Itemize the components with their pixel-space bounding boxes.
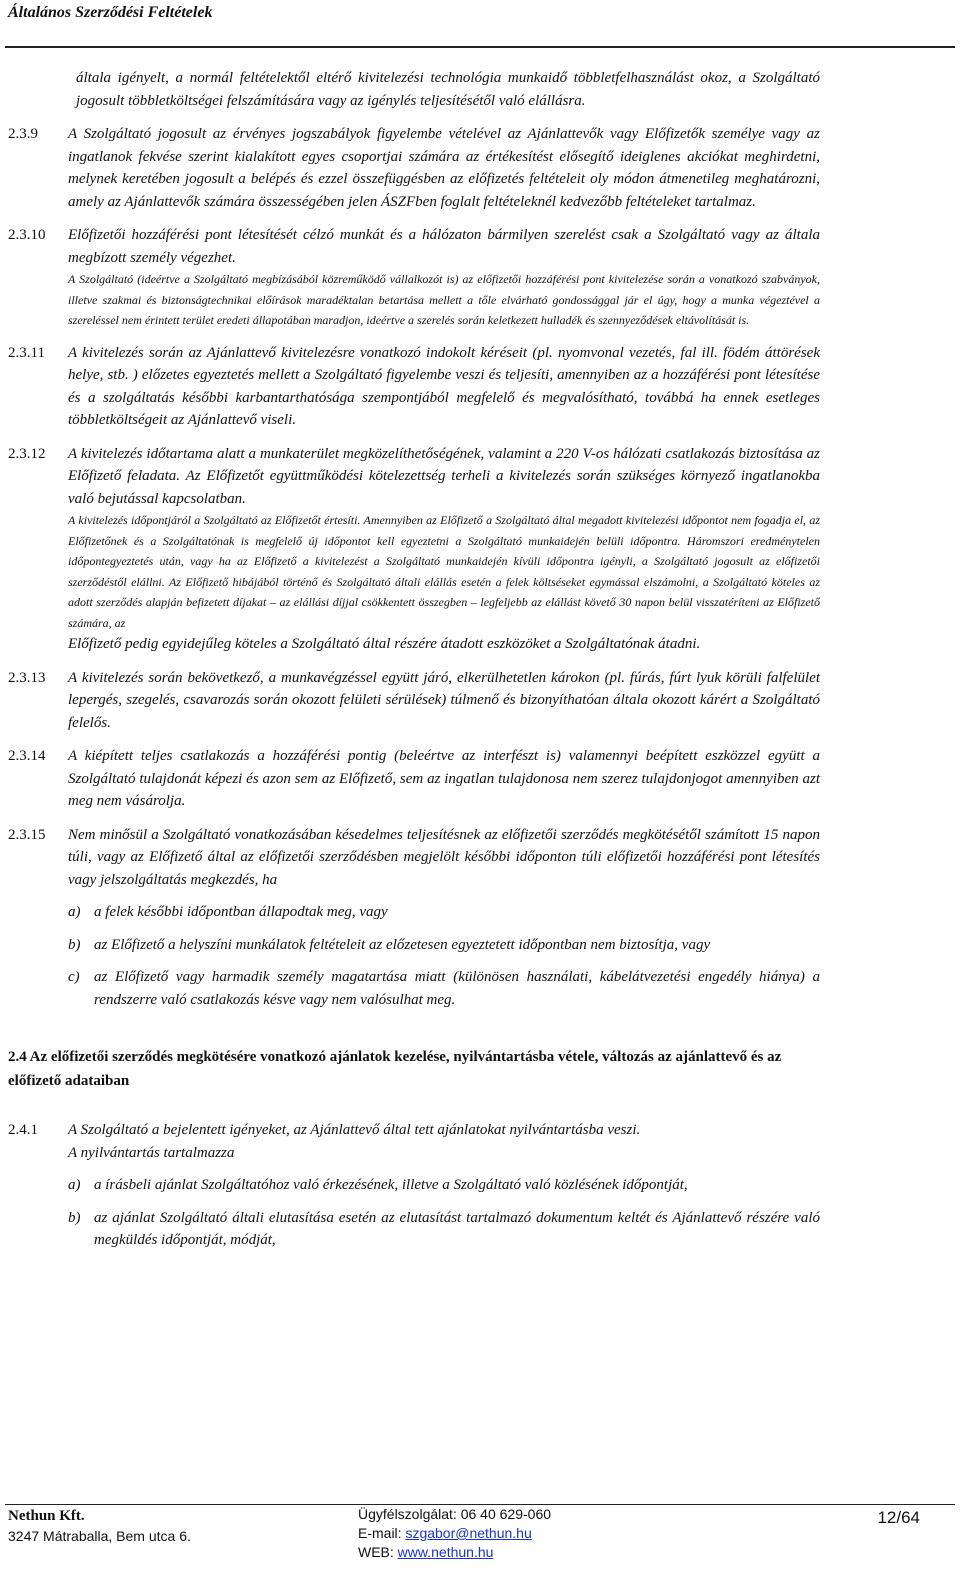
list-item-label: c) xyxy=(68,969,80,985)
section-2-3-13 xyxy=(8,667,820,735)
footer-address: 3247 Mátraballa, Bem utca 6. xyxy=(8,1528,191,1544)
footer-web-link[interactable]: www.nethun.hu xyxy=(397,1544,494,1560)
section-number: 2.3.9 xyxy=(8,126,38,142)
list-item-label: b) xyxy=(68,1209,81,1226)
section-number: 2.3.15 xyxy=(8,826,46,843)
section-detail: A kivitelezés időpontjáról a Szolgáltató az Előfizetőt értesíti. Amennyiben az Előfizető a Szolgáltató által megadott kivitelezési időpontot nem fogadja el, az Előfizetőnek és a Szolgáltatónak is megfelelő új időpontot kell egyeztetni a Szolgáltató munkaidején belüli időpontra. Háromszori eredménytelen időpontegyeztetés után, vagy ha az Előfizető a kivitelezést a Szolgáltató munkaidején kívüli időpontra igényli, a Szolgáltató jogosult az előfizetői szerződéstől elállni. Az Előfizető hibájából történő és Szolgáltató általi elállás esetén a felek költséseket egymással elszámolni, a Szolgáltató köteles az adott szerződés alapján befizetett díjakat – az elállási díjjal csökkentett összegben – legfeljebb az elállást követő 30 napon belül visszatéríteni az Előfizető számára, az xyxy=(68,513,820,630)
section-text: A kivitelezés során bekövetkező, a munkavégzéssel együtt járó, elkerülhetetlen károkon (pl. fúrás, fúrt lyuk körüli falfelület lepergés, szegelés, csavarozás során okozott felületi sérülések) túlmenő és bizonyíthatóan általa okozott kárért a Szolgáltató felelős. xyxy=(68,669,820,731)
section-text: A Szolgáltató a bejelentett igényeket, az Ajánlattevő által tett ajánlatokat nyilvántartásba veszi. xyxy=(68,1122,641,1138)
section-number: 2.3.13 xyxy=(8,669,46,686)
section-text: Nem minősül a Szolgáltató vonatkozásában késedelmes teljesítésnek az előfizetői szerződés megkötésétől számított 15 napon túli, vagy az Előfizető által az előfizetői szerződésben megjelölt későbbi időponton túli előfizetői hozzáférési pont létesítés vagy jelszolgáltatás megkezdés, ha xyxy=(68,826,820,888)
list-item xyxy=(68,1207,820,1252)
section-2-3-10 xyxy=(8,224,820,331)
section-2-3-15 xyxy=(8,824,820,1012)
list-item-label: b) xyxy=(68,936,81,953)
section-number: 2.4.1 xyxy=(8,1122,38,1138)
section-text: A kivitelezés során az Ajánlattevő kivitelezésre vonatkozó indokolt kéréseit (pl. nyomvonal vezetés, fal ill. födém áttörések helye, stb. ) előzetes egyeztetés mellett a Szolgáltató figyelembe veszi és teljesíti, amennyiben az a hozzáférési pont létesítése és a szolgáltatás későbbi karbantarthatósága szempontjából megfelelő és megvalósítható, továbbá ha ennek esetleges többletköltségeit az Ajánlattevő viseli. xyxy=(68,344,820,428)
footer-web-line xyxy=(358,1543,551,1562)
list-item-text: az Előfizető vagy harmadik személy magatartása miatt (különösen használati, kábelátvezetési engedély hiánya) a rendszerre való csatlakozás késve vagy nem valósulhat meg. xyxy=(94,969,820,1008)
section-2-3-14 xyxy=(8,745,820,813)
intro-continuation: általa igényelt, a normál feltételektől eltérő kivitelezési technológia munkaidő többletfelhasználást okoz, a Szolgáltató jogosult többletköltségei felszámítására vagy az igénylés teljesítésétől való elállásra. xyxy=(76,70,820,109)
footer-company-name: Nethun Kft. xyxy=(8,1508,85,1524)
section-subtext: A nyilvántartás tartalmazza xyxy=(68,1144,235,1161)
document-body xyxy=(8,67,820,1252)
page-number: 12/64 xyxy=(877,1508,920,1527)
section-number: 2.3.11 xyxy=(8,344,45,361)
footer-web-label: WEB: xyxy=(358,1544,398,1560)
section-2-4-1 xyxy=(8,1119,820,1252)
section-detail-end: Előfizető pedig egyidejűleg köteles a Szolgáltató által részére átadott eszközöket a Szolgáltatónak átadni. xyxy=(68,636,701,652)
document-header-title: Általános Szerződési Feltételek xyxy=(8,4,213,21)
list-item xyxy=(68,1174,820,1197)
footer-email-label: E-mail: xyxy=(358,1525,406,1541)
section-number: 2.3.12 xyxy=(8,445,46,462)
list-item xyxy=(68,966,820,1011)
list-item-text: a felek későbbi időpontban állapodtak meg, vagy xyxy=(94,904,388,920)
list-item-text: a írásbeli ajánlat Szolgáltatóhoz való érkezésének, illetve a Szolgáltató való közlésének időpontját, xyxy=(94,1177,688,1193)
list-item-label: a) xyxy=(68,1177,81,1193)
section-number: 2.3.10 xyxy=(8,227,46,243)
list-item xyxy=(68,934,820,957)
section-2-3-11 xyxy=(8,342,820,432)
section-2-4-heading: 2.4 Az előfizetői szerződés megkötésére vonatkozó ajánlatok kezelése, nyilvántartásba vétele, változás az ajánlattevő és az előfizető adataiban xyxy=(8,1049,782,1089)
page-footer xyxy=(0,1504,960,1580)
list-item-text: az ajánlat Szolgáltató általi elutasítása esetén az elutasítást tartalmazó dokumentum keltét és Ajánlattevő részére való megküldés időpontját, módját, xyxy=(94,1209,820,1248)
list-item xyxy=(68,901,820,924)
section-text: Előfizetői hozzáférési pont létesítését célzó munkát és a hálózaton bármilyen szerelést csak a Szolgáltató vagy az általa megbízott személy végezhet. xyxy=(68,227,820,266)
section-2-3-9 xyxy=(8,123,820,213)
section-detail: A Szolgáltató (ideértve a Szolgáltató megbízásából közreműködő vállalkozót is) az előfizetői hozzáférési pont kivitelezése során a vonatkozó szabványok, illetve szakmai és biztonságtechnikai előírások maradéktalan betartása mellett a tőle elvárható gondossággal jár el úgy, hogy a munka végeztével a szereléssel nem érintett terület eredeti állapotában maradjon, ideértve a szerelés során keletkezett hulladék és szennyeződések eltávolítását is. xyxy=(68,272,820,327)
footer-email-link[interactable]: szgabor@nethun.hu xyxy=(405,1525,532,1541)
footer-contact-block xyxy=(358,1505,551,1562)
list-item-label: a) xyxy=(68,904,81,920)
section-text: A kivitelezés időtartama alatt a munkaterület megközelíthetőségének, valamint a 220 V-os hálózati csatlakozás biztosítása az Előfizető feladata. Az Előfizetőt együttműködési kötelezettség terheli a kivitelezés során szükséges környező ingatlanokba való bejutással kapcsolatban. xyxy=(68,445,820,507)
footer-email-line xyxy=(358,1524,551,1543)
section-text: A Szolgáltató jogosult az érvényes jogszabályok figyelembe vételével az Ajánlattevők vagy Előfizetők személye vagy az ingatlanok fekvése szerint kialakított egyes csoportjai számára az értékesítést elősegítő ideiglenes akciókat meghirdetni, melynek keretében jogosult a belépés és ezzel összefüggésben az előfizetés feltételeit oly módon átmenetileg meghatározni, amely az Ajánlattevők számára összességében jelen ÁSZFben foglalt feltételeknél kedvezőbb feltételeket tartalmaz. xyxy=(68,126,820,210)
header-divider xyxy=(5,46,955,48)
section-number: 2.3.14 xyxy=(8,748,46,764)
section-text: A kiépített teljes csatlakozás a hozzáférési pontig (beleértve az interfészt is) valamennyi beépített eszközzel együtt a Szolgáltató tulajdonát képezi és azon sem az Előfizető, sem az ingatlan tulajdonosa nem szerez tulajdonjogot amennyiben azt meg nem vásárolja. xyxy=(68,748,820,809)
footer-company-block xyxy=(8,1505,191,1546)
footer-service-line: Ügyfélszolgálat: 06 40 629-060 xyxy=(358,1506,552,1522)
list-item-text: az Előfizető a helyszíni munkálatok feltételeit az előzetesen egyeztetett időpontban nem biztosítja, vagy xyxy=(94,936,711,953)
section-2-3-12 xyxy=(8,443,820,656)
